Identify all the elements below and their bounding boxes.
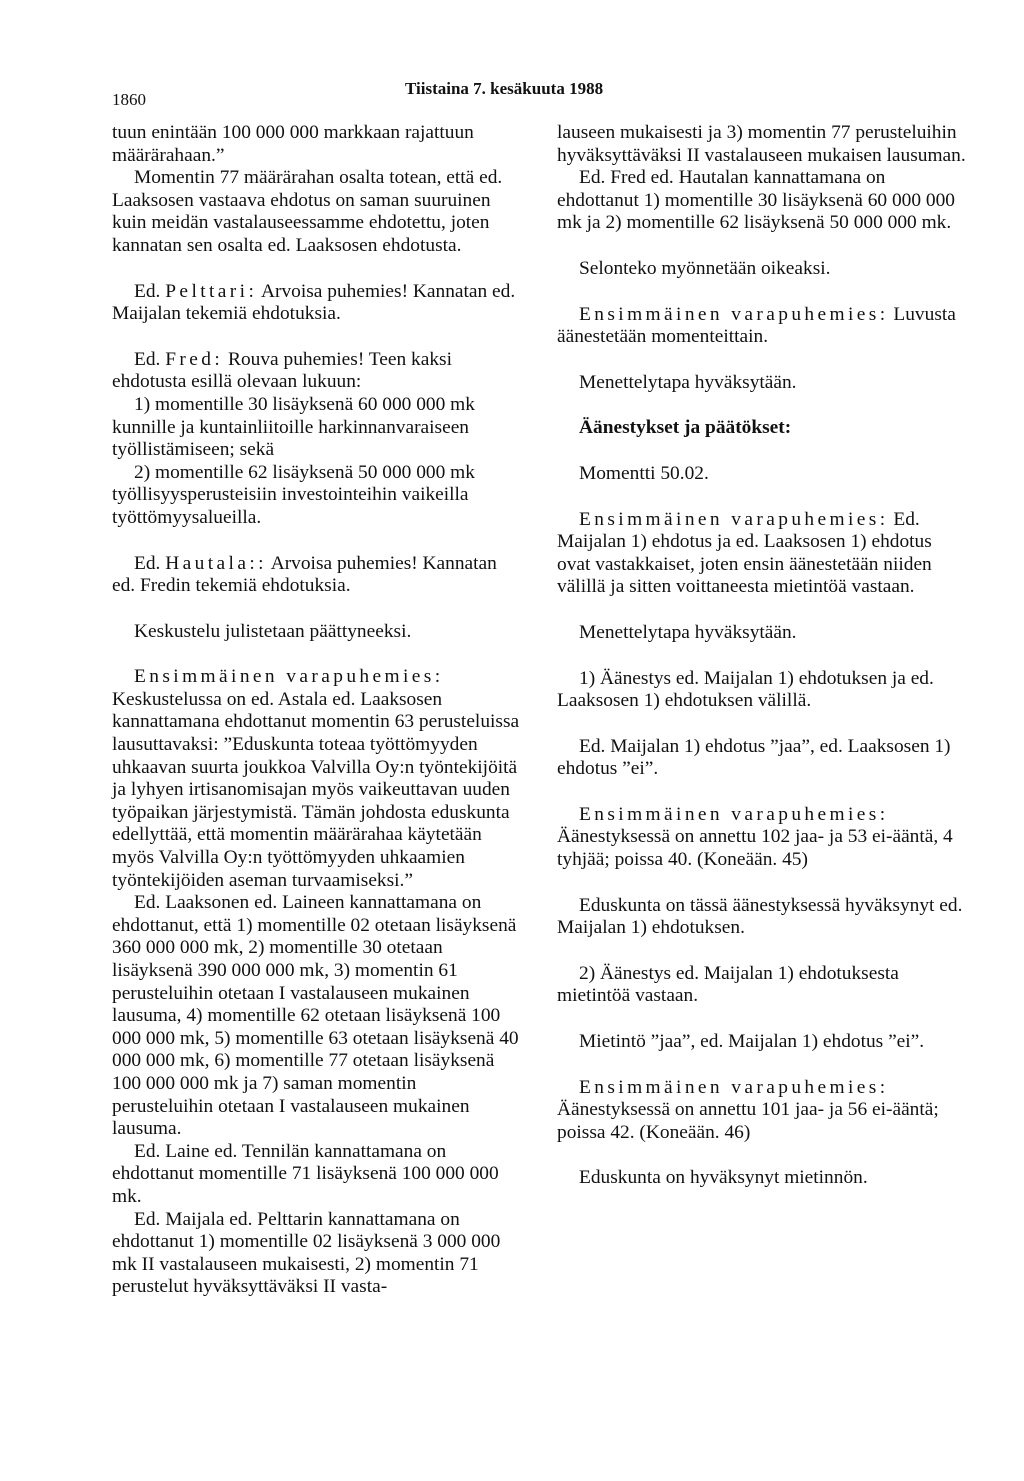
paragraph: Momentti 50.02. [579,462,709,484]
speech-prefix: Ed. [134,280,166,302]
paragraph: Eduskunta on tässä äänestyksessä hyväksynyt ed. Maijalan 1) ehdotuksen. [557,894,963,939]
paragraph: Menettelytapa hyväksytään. [579,371,797,393]
speech-text: Ed. Maijalan 1) ehdotus ja ed. Laaksosen 1) ehdotus ovat vastakkaiset, joten ensin äänestetään niiden välillä ja sitten voittaneesta mietintöä vastaan. [557,508,932,598]
paragraph: Mietintö ”jaa”, ed. Maijalan 1) ehdotus ”ei”. [579,1031,925,1053]
speech-pelttari [112,281,520,326]
speech-text: Äänestyksessä on annettu 102 jaa- ja 53 ei-ääntä, 4 tyhjää; poissa 40. (Koneään. 45) [557,826,953,871]
paragraph: Momentin 77 määrärahan osalta totean, että ed. Laaksosen vastaava ehdotus on saman suuruinen kuin meidän vastalauseessamme ehdotettu, joten kannatan sen osalta ed. Laaksosen ehdotusta. [112,167,503,256]
running-title: Tiistaina 7. kesäkuuta 1988 [405,79,604,98]
paragraph: lauseen mukaisesti ja 3) momentin 77 perusteluihin hyväksyttäväksi II vastalauseen mukaisen lausuman. [557,122,966,166]
speech-vice-speaker [557,804,967,872]
speaker-name: Ensimmäinen varapuhemies: [579,508,889,530]
paragraph: 1) Äänestys ed. Maijalan 1) ehdotuksen ja ed. Laaksosen 1) ehdotuksen välillä. [557,667,934,712]
speaker-name: Ensimmäinen varapuhemies: [579,1076,889,1098]
speech-text: Äänestyksessä on annettu 101 jaa- ja 56 ei-ääntä; poissa 42. (Koneään. 46) [557,1099,939,1143]
paragraph: 2) Äänestys ed. Maijalan 1) ehdotuksesta mietintöä vastaan. [557,962,899,1007]
paragraph: Ed. Fred ed. Hautalan kannattamana on ehdottanut 1) momentille 30 lisäyksenä 60 000 000 mk ja 2) momentille 62 lisäyksenä 50 000 000 mk. [557,167,955,234]
speaker-name: Ensimmäinen varapuhemies: [579,803,889,825]
speaker-name: Ensimmäinen varapuhemies: [134,666,444,688]
paragraph: Ed. Laaksonen ed. Laineen kannattamana on ehdottanut, että 1) momentille 02 otetaan lisäyksenä 360 000 000 mk, 2) momentille 30 otetaan lisäyksenä 390 000 000 mk, 3) momentin 61 perusteluihin otetaan I vastalauseen mukainen lausuma, 4) momentille 62 otetaan lisäyksenä 100 000 000 mk, 5) momentille 63 otetaan lisäyksenä 40 000 000 mk, 6) momentille 77 otetaan lisäyksenä 100 000 000 mk ja 7) saman momentin perusteluihin otetaan I vastalauseen mukainen lausuma. [112,892,519,1140]
speaker-name: Hautala:: [165,552,267,574]
speech-prefix: Ed. [134,348,166,370]
speaker-name: Ensimmäinen varapuhemies: [579,303,889,325]
left-column [112,122,520,1299]
page-number: 1860 [112,90,146,109]
paragraph: Selonteko myönnetään oikeaksi. [579,257,831,279]
speech-vice-speaker [557,509,967,599]
speech-text: Keskustelussa on ed. Astala ed. Laaksosen kannattamana ehdottanut momentin 63 perusteluissa lausuttavaksi: ”Eduskunta toteaa työttömyyden uhkaavan suurta joukkoa Valvilla Oy:n työntekijöitä ja lyhyen irtisanomisajan myös vaikeuttavan uuden työpaikan järjestymistä. Tämän johdosta eduskunta edellyttää, että momentin määrärahaa käytetään myös Valvilla Oy:n työttömyyden uhkaamien työntekijöiden aseman turvaamiseksi.” [112,688,520,891]
paragraph: 2) momentille 62 lisäyksenä 50 000 000 mk työllisyysperusteisiin investointeihin vaikeilla työttömyysalueilla. [112,461,475,528]
paragraph: Ed. Maijala ed. Pelttarin kannattamana on ehdottanut 1) momentille 02 lisäyksenä 3 000 000 mk II vastalauseen mukaisesti, 2) momentin 71 perustelut hyväksyttäväksi II vasta- [112,1208,501,1298]
paragraph: tuun enintään 100 000 000 markkaan rajattuun määrärahaan.” [112,122,474,166]
paragraph: Ed. Laine ed. Tennilän kannattamana on ehdottanut momentille 71 lisäyksenä 100 000 000 mk. [112,1140,499,1207]
speaker-name: Fred: [165,348,224,370]
speaker-name: Pelttari: [165,280,258,302]
speech-prefix: Ed. [134,552,166,574]
speech-vice-speaker [557,304,967,349]
speech-hautala [112,553,520,598]
speech-vice-speaker [112,666,520,892]
speech-fred [112,349,520,394]
speech-vice-speaker [557,1077,967,1145]
paragraph: Keskustelu julistetaan päättyneeksi. [134,620,412,642]
paragraph: Eduskunta on hyväksynyt mietinnön. [579,1167,868,1189]
paragraph: 1) momentille 30 lisäyksenä 60 000 000 mk kunnille ja kuntainliitoille harkinnanvaraiseen työllistämiseen; sekä [112,393,475,461]
section-heading: Äänestykset ja päätökset: [579,417,792,439]
speech-text: Luvusta äänestetään momenteittain. [557,303,956,348]
paragraph: Menettelytapa hyväksytään. [579,621,797,643]
right-column [557,122,967,1190]
paragraph: Ed. Maijalan 1) ehdotus ”jaa”, ed. Laaksosen 1) ehdotus ”ei”. [557,735,951,780]
speech-text: Rouva puhemies! Teen kaksi ehdotusta esillä olevaan lukuun: [112,348,452,393]
speech-text: Arvoisa puhemies! Kannatan ed. Maijalan tekemiä ehdotuksia. [112,280,516,325]
speech-text: Arvoisa puhemies! Kannatan ed. Fredin tekemiä ehdotuksia. [112,552,497,597]
